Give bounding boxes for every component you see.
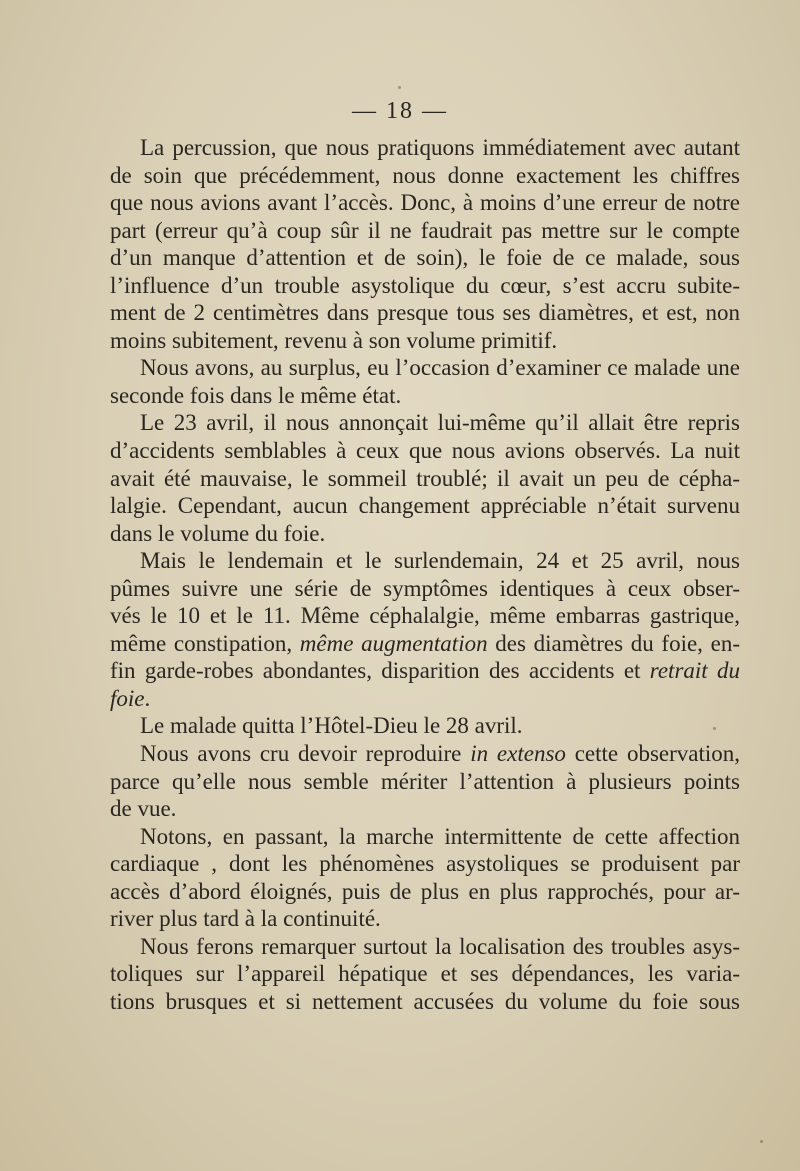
text-segment: Nous avons cru devoir reproduire [140,741,471,767]
text-segment: cette observation, [565,741,741,767]
text-line: Le malade quitta l’Hôtel-Dieu le 28 avril. [140,713,523,739]
text-line: parce qu’elle nous semble mériter l’attention à plusieurs points [110,768,740,794]
text-line: de soin que précédemment, nous donne exactement les chiffres [110,162,740,188]
text-line: La percussion, que nous pratiquons immédiatement avec autant [140,135,740,160]
text-line: Nous ferons remarquer surtout la localisation des troubles asys- [140,933,740,959]
text-segment: . [144,685,151,711]
page-number: — 18 — [352,98,448,124]
text-line: pûmes suivre une série de symptômes identiques à ceux obser- [110,575,740,601]
text-line: seconde fois dans le même état. [110,382,402,408]
text-line: l’influence d’un trouble asystolique du cœur, s’est accru subite- [110,272,740,298]
text-line: lalgie. Cependant, aucun changement appréciable n’était survenu [110,493,740,519]
text-line: d’accidents semblables à ceux que nous avions observés. La nuit [110,438,740,464]
italic-segment: foie [110,685,145,711]
paper-speck [713,727,716,730]
text-line: vés le 10 et le 11. Même céphalalgie, même embarras gastrique, [110,603,740,629]
text-line: Le 23 avril, il nous annonçait lui-même qu’il allait être repris [140,410,740,436]
text-line: avait été mauvaise, le sommeil troublé; il avait un peu de cépha- [110,465,740,491]
text-line: ment de 2 centimètres dans presque tous ses diamètres, et est, non [110,300,740,326]
text-line: toliques sur l’appareil hépatique et ses dépendances, les varia- [110,961,740,987]
text-line: dans le volume du foie. [110,520,326,546]
italic-segment: même augmentation [299,630,488,656]
text-line: d’un manque d’attention et de soin), le foie de ce malade, sous [110,245,740,271]
text-line: accès d’abord éloignés, puis de plus en plus rapprochés, pour ar- [110,878,740,904]
text-line: river plus tard à la continuité. [110,906,381,932]
text-line-mixed [110,657,740,685]
text-segment: fin garde-robes abondantes, disparition des accidents et [110,658,650,684]
text-line: de vue. [110,796,177,822]
paper-speck [760,1140,763,1143]
text-line: tions brusques et si nettement accusées du volume du foie sous [110,988,740,1014]
text-segment: des diamètres du foie, en- [487,630,740,656]
text-line: Notons, en passant, la marche intermittente de cette affection [140,823,740,849]
text-line: que nous avions avant l’accès. Donc, à moins d’une erreur de notre [110,190,740,216]
text-line-mixed [110,685,740,713]
text-line: cardiaque , dont les phénomènes asystoliques se produisent par [110,851,740,877]
text-line-mixed [110,630,740,658]
text-segment: même constipation, [110,630,300,656]
text-line-mixed [110,740,740,768]
text-line: Nous avons, au surplus, eu l’occasion d’examiner ce malade une [140,355,740,381]
paper-speck [398,86,401,89]
italic-segment: in extenso [470,741,566,767]
text-line: part (erreur qu’à coup sûr il ne faudrait pas mettre sur le compte [110,217,740,243]
italic-segment: retrait du [649,658,740,684]
text-line: moins subitement, revenu à son volume primitif. [110,327,558,353]
text-line: Mais le lendemain et le surlendemain, 24 et 25 avril, nous [140,548,740,574]
body-text [110,134,740,1016]
